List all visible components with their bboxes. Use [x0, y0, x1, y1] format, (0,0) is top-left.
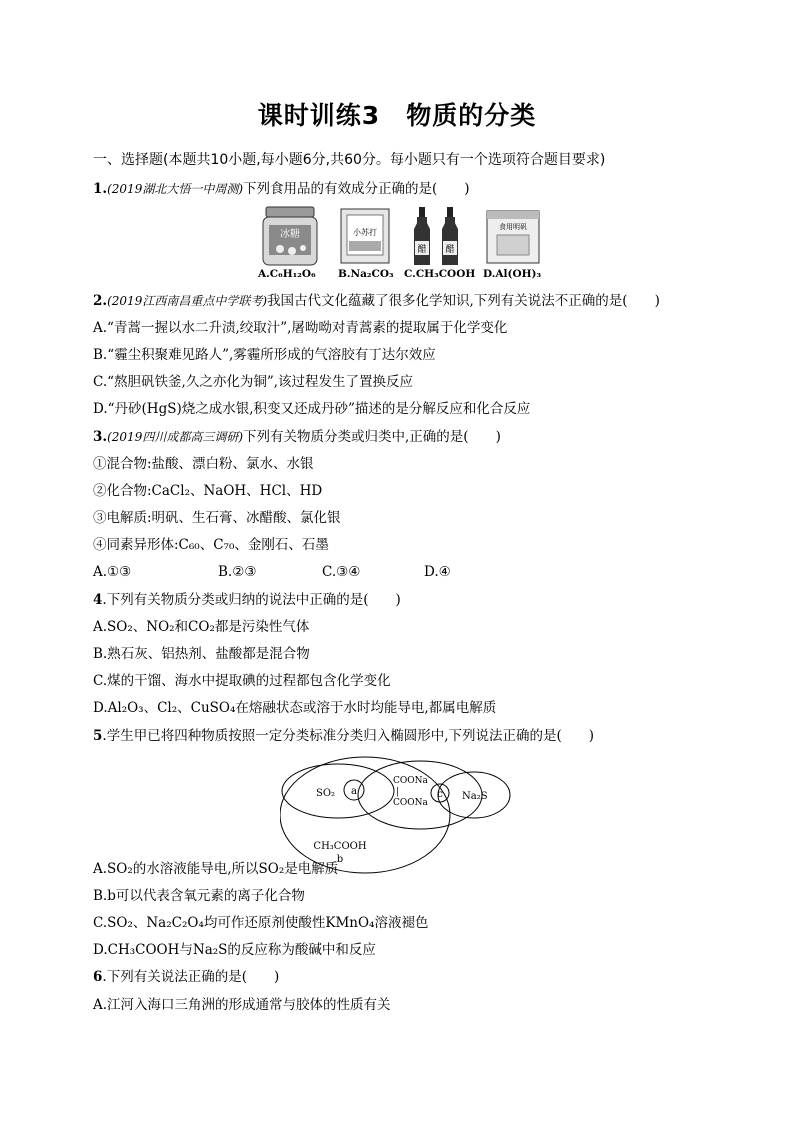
- question-6: [93, 968, 279, 986]
- label-bond: |: [396, 787, 400, 797]
- question-source: (2019江西南昌重点中学联考): [107, 294, 268, 308]
- q3-choice-b: B.②③: [218, 564, 257, 580]
- question-5: [93, 727, 594, 745]
- caption-a: A.C₆H₁₂O₆: [258, 268, 316, 280]
- question-number: 3: [93, 429, 103, 445]
- question-stem: .下列有关说法正确的是( ): [102, 969, 280, 985]
- question-stem: 下列食用品的有效成分正确的是( ): [243, 181, 470, 197]
- question-1: 1.(2019湖北大悟一中周测)下列食用品的有效成分正确的是( ): [93, 181, 470, 197]
- q5-option-c: C.SO₂、Na₂C₂O₄均可作还原剂使酸性KMnO₄溶液褪色: [93, 915, 429, 931]
- question-source: (2019四川成都高三调研): [107, 430, 244, 444]
- q3-item-4: ④同素异形体:C₆₀、C₇₀、金刚石、石墨: [93, 537, 329, 553]
- q4-option-b: B.熟石灰、铝热剂、盐酸都是混合物: [93, 646, 310, 662]
- q2-option-b: B.“霾尘积聚难见路人”,雾霾所形成的气溶胶有丁达尔效应: [93, 347, 436, 363]
- q5-option-b: B.b可以代表含氧元素的离子化合物: [93, 888, 305, 904]
- question-stem: .下列有关物质分类或归纳的说法中正确的是( ): [102, 592, 401, 608]
- vinegar-label-left: 醋: [417, 245, 427, 255]
- q4-option-d: D.Al₂O₃、Cl₂、CuSO₄在熔融状态或溶于水时均能导电,都属电解质: [93, 700, 497, 716]
- question-number: 5: [93, 728, 103, 744]
- label-c: c: [437, 789, 443, 800]
- question-3: 3.(2019四川成都高三调研)下列有关物质分类或归类中,正确的是( ): [93, 429, 501, 445]
- q6-option-a: A.江河入海口三角洲的形成通常与胶体的性质有关: [93, 997, 391, 1013]
- alum-bag-icon: [483, 205, 543, 267]
- page-title: 课时训练3 物质的分类: [257, 101, 537, 130]
- caption-d: D.Al(OH)₃: [483, 268, 542, 280]
- q2-option-d: D.“丹砂(HgS)烧之成水银,积变又还成丹砂”描述的是分解反应和化合反应: [93, 401, 531, 417]
- q3-choice-a: A.①③: [93, 564, 132, 580]
- label-ch3cooh: CH₃COOH: [313, 841, 367, 852]
- label-coona-bottom: COONa: [393, 798, 428, 808]
- q3-item-2: ②化合物:CaCl₂、NaOH、HCl、HD: [93, 483, 323, 499]
- label-na2s: Na₂S: [462, 791, 488, 802]
- section-heading: 一、选择题(本题共10小题,每小题6分,共60分。每小题只有一个选项符合题目要求): [93, 152, 606, 168]
- q3-choice-d: D.④: [424, 564, 451, 580]
- q3-choice-c: C.③④: [322, 564, 361, 580]
- question-number: 1: [93, 181, 103, 197]
- question-number: 2: [93, 293, 103, 309]
- question-source: (2019湖北大悟一中周测): [107, 182, 244, 196]
- q4-option-a: A.SO₂、NO₂和CO₂都是污染性气体: [93, 619, 310, 635]
- q2-option-c: C.“熬胆矾铁釜,久之亦化为铜”,该过程发生了置换反应: [93, 374, 414, 390]
- q3-item-1: ①混合物:盐酸、漂白粉、氯水、水银: [93, 456, 314, 472]
- label-b: b: [336, 854, 344, 865]
- question-4: [93, 591, 401, 609]
- q3-choices: [93, 563, 451, 581]
- question-stem: 下列有关物质分类或归类中,正确的是( ): [243, 429, 501, 445]
- vinegar-label-right: 醋: [445, 245, 455, 255]
- q3-item-3: ③电解质:明矾、生石膏、冰醋酸、氯化银: [93, 510, 341, 526]
- q5-option-a: A.SO₂的水溶液能导电,所以SO₂是电解质: [93, 861, 339, 877]
- alum-label: 食用明矾: [499, 223, 527, 231]
- caption-b: B.Na₂CO₃: [338, 268, 394, 280]
- label-so2: SO₂: [316, 788, 336, 799]
- q2-option-a: A.“青蒿一握以水二升渍,绞取汁”,屠呦呦对青蒿素的提取属于化学变化: [93, 320, 508, 336]
- jar-label: 冰糖: [280, 229, 300, 240]
- label-coona-top: COONa: [393, 776, 428, 786]
- q5-option-d: D.CH₃COOH与Na₂S的反应称为酸碱中和反应: [93, 942, 376, 958]
- label-a: a: [351, 786, 357, 797]
- vinegar-bottles-icon: [407, 205, 467, 267]
- caption-c: C.CH₃COOH: [404, 268, 476, 280]
- classification-venn-diagram: [280, 755, 520, 875]
- q4-option-c: C.煤的干馏、海水中提取碘的过程都包含化学变化: [93, 673, 391, 689]
- question-stem: 我国古代文化蕴藏了很多化学知识,下列有关说法不正确的是( ): [267, 293, 660, 309]
- sugar-jar-icon: [260, 205, 320, 267]
- question-stem: .学生甲已将四种物质按照一定分类标准分类归入椭圆形中,下列说法正确的是( ): [102, 728, 595, 744]
- question-number: 6: [93, 969, 103, 985]
- baking-soda-bag-icon: [335, 205, 395, 267]
- soda-label: 小苏打: [353, 228, 377, 237]
- question-number: 4: [93, 592, 103, 608]
- question-2: 2.(2019江西南昌重点中学联考)我国古代文化蕴藏了很多化学知识,下列有关说法不正确的是( ): [93, 293, 660, 309]
